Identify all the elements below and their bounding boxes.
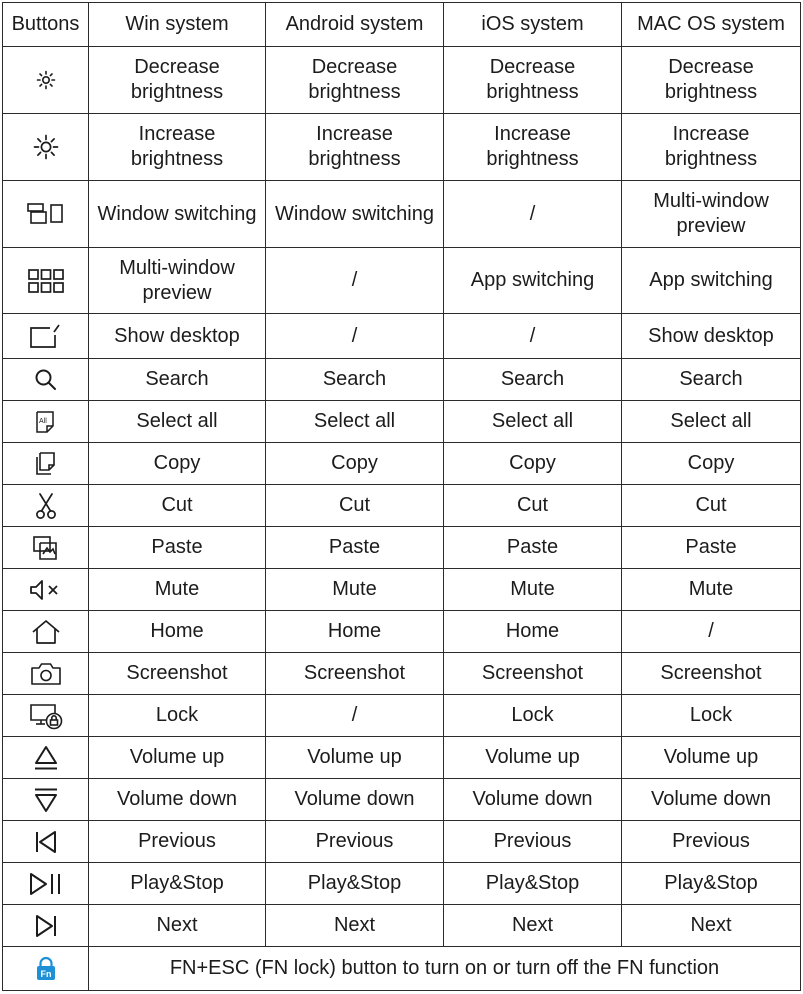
- android-cell: Window switching: [266, 181, 444, 248]
- key-icon-cell: [3, 314, 89, 359]
- ios-cell: /: [444, 314, 622, 359]
- key-icon-cell: [3, 611, 89, 653]
- key-icon-cell: [3, 947, 89, 991]
- paste-icon: [32, 535, 60, 561]
- macos-cell: Select all: [622, 401, 801, 443]
- key-icon-cell: [3, 527, 89, 569]
- win-cell: Play&Stop: [89, 863, 266, 905]
- macos-cell: Cut: [622, 485, 801, 527]
- ios-cell: Mute: [444, 569, 622, 611]
- key-icon-cell: [3, 821, 89, 863]
- ios-cell: App switching: [444, 248, 622, 314]
- key-icon-cell: [3, 443, 89, 485]
- table-row: [3, 314, 801, 359]
- table-row: [3, 695, 801, 737]
- win-cell: Mute: [89, 569, 266, 611]
- table-row: [3, 485, 801, 527]
- ios-cell: Select all: [444, 401, 622, 443]
- ios-cell: Paste: [444, 527, 622, 569]
- multi-window-grid-icon: [27, 268, 65, 294]
- lock-screen-icon: [28, 702, 64, 730]
- ios-cell: Decrease brightness: [444, 47, 622, 114]
- volume-down-icon: [32, 786, 60, 814]
- android-cell: Mute: [266, 569, 444, 611]
- macos-cell: Next: [622, 905, 801, 947]
- android-cell: Home: [266, 611, 444, 653]
- table-row: [3, 527, 801, 569]
- android-cell: Volume up: [266, 737, 444, 779]
- ios-cell: Lock: [444, 695, 622, 737]
- macos-cell: Increase brightness: [622, 114, 801, 181]
- android-cell: Play&Stop: [266, 863, 444, 905]
- key-icon-cell: [3, 181, 89, 248]
- android-cell: Copy: [266, 443, 444, 485]
- ios-cell: Home: [444, 611, 622, 653]
- column-header-win: Win system: [89, 3, 266, 47]
- table-row: [3, 181, 801, 248]
- ios-cell: Volume up: [444, 737, 622, 779]
- win-cell: Copy: [89, 443, 266, 485]
- android-cell: Search: [266, 359, 444, 401]
- select-all-icon: [34, 409, 58, 435]
- android-cell: Increase brightness: [266, 114, 444, 181]
- copy-icon: [34, 451, 58, 477]
- ios-cell: Search: [444, 359, 622, 401]
- android-cell: Previous: [266, 821, 444, 863]
- key-icon-cell: [3, 569, 89, 611]
- ios-cell: Play&Stop: [444, 863, 622, 905]
- fn-lock-icon: [35, 956, 57, 982]
- table-row: [3, 114, 801, 181]
- table-row: [3, 779, 801, 821]
- macos-cell: Screenshot: [622, 653, 801, 695]
- function-key-table: [2, 2, 801, 991]
- key-icon-cell: [3, 863, 89, 905]
- column-header-buttons: Buttons: [3, 3, 89, 47]
- table-row: [3, 611, 801, 653]
- macos-cell: Multi-window preview: [622, 181, 801, 248]
- key-icon-cell: [3, 653, 89, 695]
- table-row: [3, 821, 801, 863]
- key-icon-cell: [3, 779, 89, 821]
- key-icon-cell: [3, 485, 89, 527]
- table-row: [3, 905, 801, 947]
- table-row: [3, 653, 801, 695]
- win-cell: Search: [89, 359, 266, 401]
- previous-track-icon: [33, 829, 59, 855]
- key-icon-cell: [3, 248, 89, 314]
- macos-cell: Lock: [622, 695, 801, 737]
- table-row: [3, 47, 801, 114]
- android-cell: Screenshot: [266, 653, 444, 695]
- macos-cell: Copy: [622, 443, 801, 485]
- table-row: [3, 359, 801, 401]
- table-row: [3, 863, 801, 905]
- win-cell: Cut: [89, 485, 266, 527]
- table-row: [3, 737, 801, 779]
- android-cell: Select all: [266, 401, 444, 443]
- play-pause-icon: [28, 871, 64, 897]
- ios-cell: Volume down: [444, 779, 622, 821]
- column-header-macos: MAC OS system: [622, 3, 801, 47]
- next-track-icon: [33, 913, 59, 939]
- key-icon-cell: [3, 114, 89, 181]
- macos-cell: Mute: [622, 569, 801, 611]
- win-cell: Increase brightness: [89, 114, 266, 181]
- brightness-down-icon: [34, 68, 58, 92]
- win-cell: Decrease brightness: [89, 47, 266, 114]
- macos-cell: App switching: [622, 248, 801, 314]
- brightness-up-icon: [32, 133, 60, 161]
- fn-lock-icon-label: Fn: [40, 968, 51, 979]
- ios-cell: Copy: [444, 443, 622, 485]
- macos-cell: Paste: [622, 527, 801, 569]
- table-row: [3, 401, 801, 443]
- home-icon: [31, 619, 61, 645]
- ios-cell: Screenshot: [444, 653, 622, 695]
- key-icon-cell: [3, 47, 89, 114]
- macos-cell: Volume up: [622, 737, 801, 779]
- key-icon-cell: [3, 905, 89, 947]
- svg-text:All: All: [38, 417, 47, 425]
- win-cell: Next: [89, 905, 266, 947]
- header-row: [3, 3, 801, 47]
- macos-cell: Play&Stop: [622, 863, 801, 905]
- camera-icon: [29, 661, 63, 687]
- win-cell: Home: [89, 611, 266, 653]
- volume-up-icon: [32, 744, 60, 772]
- win-cell: Volume down: [89, 779, 266, 821]
- win-cell: Show desktop: [89, 314, 266, 359]
- ios-cell: Cut: [444, 485, 622, 527]
- android-cell: Volume down: [266, 779, 444, 821]
- search-icon: [33, 367, 59, 393]
- macos-cell: Show desktop: [622, 314, 801, 359]
- win-cell: Volume up: [89, 737, 266, 779]
- fn-lock-description: FN+ESC (FN lock) button to turn on or turn off the FN function: [89, 947, 801, 991]
- column-header-ios: iOS system: [444, 3, 622, 47]
- win-cell: Previous: [89, 821, 266, 863]
- ios-cell: Next: [444, 905, 622, 947]
- show-desktop-icon: [28, 322, 64, 350]
- ios-cell: /: [444, 181, 622, 248]
- win-cell: Screenshot: [89, 653, 266, 695]
- table-row: [3, 569, 801, 611]
- macos-cell: /: [622, 611, 801, 653]
- android-cell: Paste: [266, 527, 444, 569]
- scissors-icon: [34, 492, 58, 520]
- win-cell: Multi-window preview: [89, 248, 266, 314]
- table-row: [3, 443, 801, 485]
- macos-cell: Previous: [622, 821, 801, 863]
- ios-cell: Previous: [444, 821, 622, 863]
- android-cell: Next: [266, 905, 444, 947]
- key-icon-cell: [3, 359, 89, 401]
- android-cell: /: [266, 248, 444, 314]
- macos-cell: Search: [622, 359, 801, 401]
- android-cell: Cut: [266, 485, 444, 527]
- macos-cell: Volume down: [622, 779, 801, 821]
- key-icon-cell: [3, 737, 89, 779]
- key-icon-cell: [3, 695, 89, 737]
- macos-cell: Decrease brightness: [622, 47, 801, 114]
- key-icon-cell: [3, 401, 89, 443]
- android-cell: Decrease brightness: [266, 47, 444, 114]
- win-cell: Lock: [89, 695, 266, 737]
- fn-lock-row: [3, 947, 801, 991]
- table-row: [3, 248, 801, 314]
- window-switching-icon: [26, 201, 66, 227]
- column-header-android: Android system: [266, 3, 444, 47]
- mute-icon: [29, 578, 63, 602]
- android-cell: /: [266, 695, 444, 737]
- win-cell: Select all: [89, 401, 266, 443]
- win-cell: Paste: [89, 527, 266, 569]
- win-cell: Window switching: [89, 181, 266, 248]
- ios-cell: Increase brightness: [444, 114, 622, 181]
- android-cell: /: [266, 314, 444, 359]
